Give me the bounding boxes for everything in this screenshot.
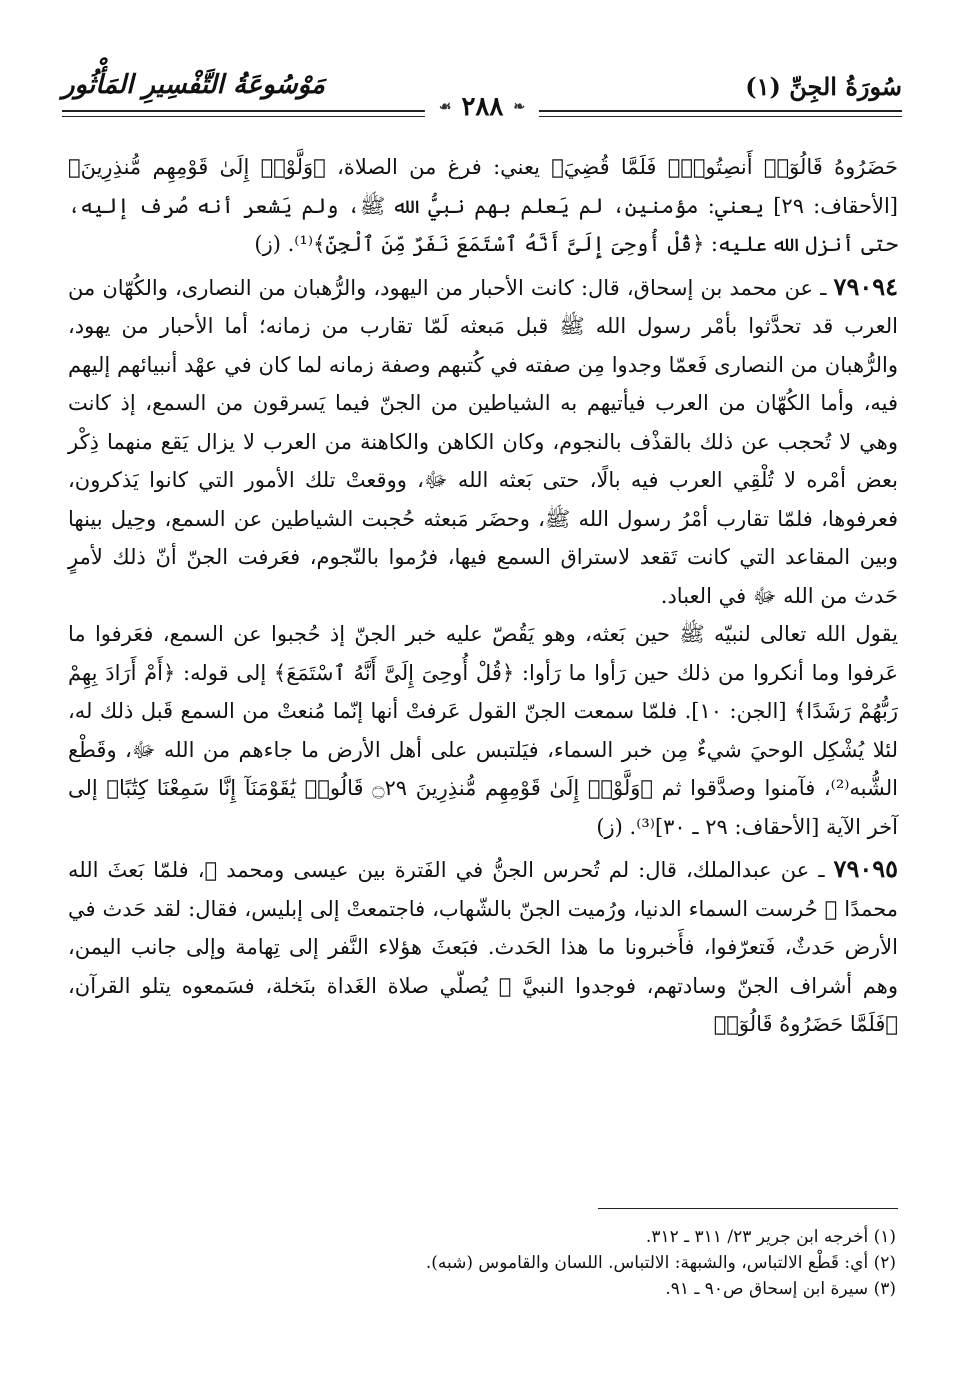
footnote-2: (٢) أي: قَطْع الالتباس، والشبهة: الالتباس. اللسان والقاموس (شبه).: [425, 1253, 896, 1273]
footnotes: [68, 1224, 896, 1302]
entry-79095: [68, 850, 898, 1044]
ornament-icon: ❧: [513, 99, 526, 115]
page-number-block: [425, 92, 539, 122]
paragraph-intro: حَضَرُوهُ قَالُوٓا۟ أَنصِتُوا۟ۖ فَلَمَّا قُضِيَ﴾ يعني: فرغ من الصلاة، ﴿وَلَّوْا۟ إِلَىٰ قَوْمِهِم مُّنذِرِينَ﴾ [الأحقاف: ٢٩] يعني: مؤمنين، لم يَعلم بهم نبيُّ الله ﷺ، ولم يَشعر أنه صُرف إليه، حتى أنزل الله عليه: ﴿قُلْ أُوحِىَ إِلَىَّ أَنَّهُ ٱسْتَمَعَ نَفَرٌ مِّنَ ٱلْجِنِّ﴾⁽¹⁾. (ز): [68, 155, 898, 256]
footnote-divider: [598, 1208, 898, 1209]
footnote-1: (١) أخرجه ابن جرير ٢٣/ ٣١١ ـ ٣١٢.: [645, 1227, 896, 1247]
footnote-3: (٣) سيرة ابن إسحاق ص٩٠ ـ ٩١.: [665, 1279, 896, 1299]
surah-title: سُورَةُ الجِنِّ (١): [745, 72, 902, 101]
page-number: ٢٨٨: [461, 92, 504, 122]
entry-number: ٧٩٠٩٥: [833, 854, 898, 883]
entry-text: ـ عن محمد بن إسحاق، قال: كانت الأحبار من اليهود، والرُّهبان من النصارى، والكُهّان من العرب قد تحدَّثوا بأمْر رسول الله ﷺ قبل مَبعثه لَمّا تقارب من زمانه؛ أما الأحبار من يهود، والرُّهبان من النصارى فَعمّا وجدوا مِن صفته في كُتبهم وصفة زمانه لما كان في عهْد أنبيائهم إليهم فيه، وأما الكُهّان من العرب فيأتيهم به الشياطين من الجنّ فيما يَسرقون من السمع، إذ كانت وهي لا تُحجب عن ذلك بالقذْف بالنجوم، وكان الكاهن والكاهنة من العرب لا يزال يَقع منهما ذِكْر بعض أمْره لا تُلْقِي العرب فيه بالًا، حتى بَعثه الله ﷻ، ووقعتْ تلك الأمور التي كانوا يَذكرون، فعرفوها، فلمّا تقارب أمْرُ رسول الله ﷺ، وحضَر مَبعثه حُجبت الشياطين عن السمع، وحِيل بينها وبين المقاعد التي كانت تَقعد لاستراق السمع فيها، فرُموا بالنّجوم، فعَرفت الجنّ أنّ ذلك لأمرٍ حَدث من الله ﷻ في العباد.: [68, 275, 898, 608]
main-text: [68, 148, 898, 1044]
entry-text: ـ عن عبدالملك، قال: لم تُحرس الجنُّ في الفَترة بين عيسى ومحمد ﷺ، فلمّا بَعثَ الله محمدًا ﷺ حُرست السماء الدنيا، ورُميت الجنّ بالشّهاب، فاجتمعتْ إلى إبليس، فقال: لقد حَدث في الأرض حَدثٌ، فَتعرّفوا، فأَخبرونا ما هذا الحَدث. فبَعثَ هؤلاء النَّفر إلى تِهامة وإلى جانب اليمن، وهم أشراف الجنّ وسادتهم، فوجدوا النبيَّ ﷺ يُصلّي صلاة الغَداة بنَخلة، فسَمعوه يتلو القرآن، ﴿فَلَمَّا حَضَرُوهُ قَالُوٓا۟: [68, 858, 898, 1036]
book-title: مَوْسُوعَةُ التَّفْسِيرِ المَأْثُور: [62, 70, 325, 100]
ornament-icon: ☙: [438, 99, 452, 115]
entry-number: ٧٩٠٩٤: [833, 271, 898, 301]
paragraph-continuation: يقول الله تعالى لنبيّه ﷺ حين بَعثه، وهو يَقُصّ عليه خبر الجنّ إذ حُجبوا عن السمع، فعَرفوا ما عَرفوا وما أنكروا من ذلك حين رَأوا ما رَأوا: ﴿قُلْ أُوحِىَ إِلَىَّ أَنَّهُ ٱسْتَمَعَ﴾ إلى قوله: ﴿أَمْ أَرَادَ بِهِمْ رَبُّهُمْ رَشَدًا﴾ [الجن: ١٠]. فلمّا سمعت الجنّ القول عَرفتْ أنها إنّما مُنعتْ من السمع قَبل ذلك له، لئلا يُشْكِل الوحيَ شيءٌ مِن خبر السماء، فيَلتبس على أهل الأرض ما جاءهم من الله ﷻ، وقَطْع الشُّبه⁽²⁾، فآمنوا وصدَّقوا ثم ﴿وَلَّوْا۟ إِلَىٰ قَوْمِهِم مُّنذِرِينَ ۝٢٩ قَالُوا۟ يَٰقَوْمَنَآ إِنَّا سَمِعْنَا كِتَٰبًا﴾ إلى آخر الآية [الأحقاف: ٢٩ ـ ٣٠]⁽³⁾. (ز): [68, 622, 899, 839]
page-header: [62, 70, 902, 130]
entry-79094: [68, 268, 898, 616]
